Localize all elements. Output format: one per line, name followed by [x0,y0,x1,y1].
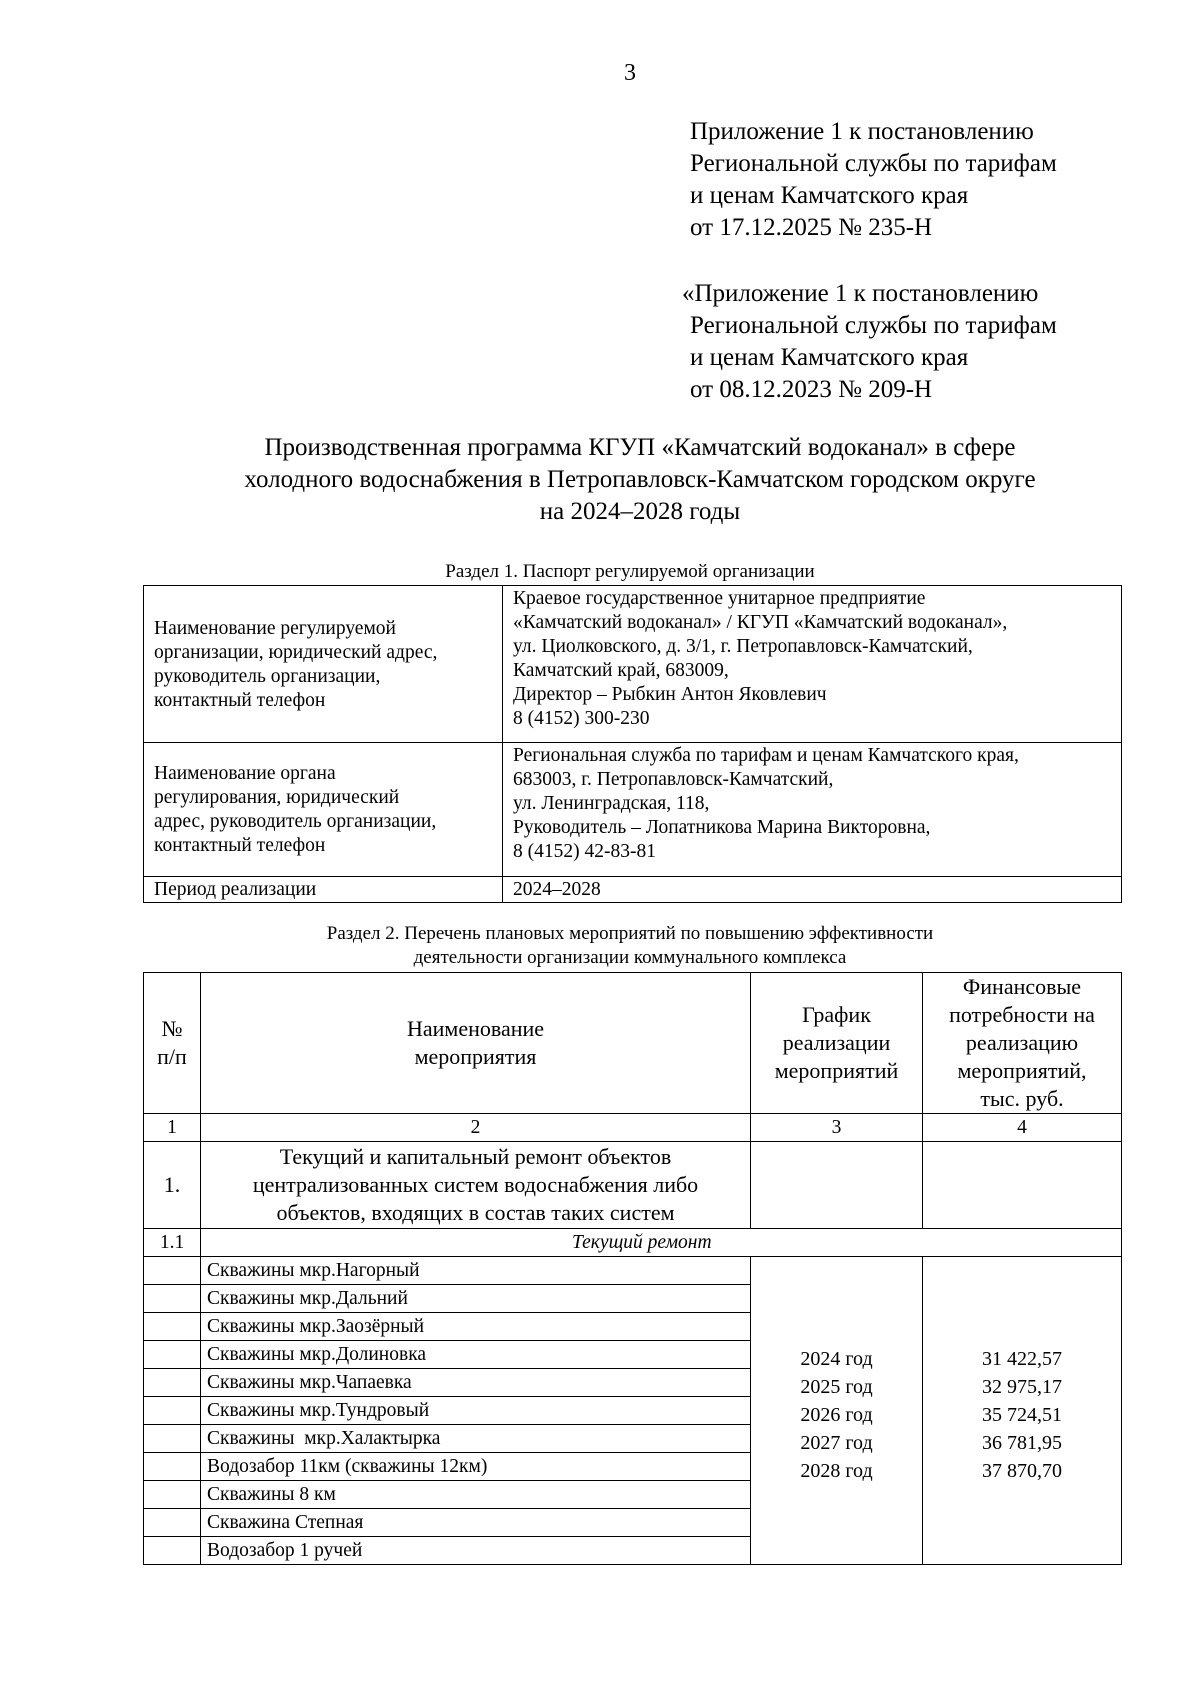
group-number: 1. [144,1142,201,1229]
passport-label [144,743,503,877]
passport-value-line: «Камчатский водоканал» / КГУП «Камчатский водоканал», [513,612,1008,633]
passport-value-line: 2024–2028 [513,879,601,900]
appendix-previous-line: «Приложение 1 к постановлению [682,280,1039,307]
header-line: № [161,1016,183,1041]
schedule-year: 2027 год [800,1431,873,1454]
document-title-line: на 2024–2028 годы [539,498,741,525]
group-name [201,1142,751,1229]
passport-value-line: 8 (4152) 42-83-81 [513,841,656,862]
passport-value-line: Директор – Рыбкин Антон Яковлевич [513,684,827,705]
passport-value-line: Руководитель – Лопатникова Марина Викторовна, [513,817,931,838]
header-line: График [802,1002,871,1027]
passport-value [503,586,1122,743]
passport-label [144,586,503,743]
item-number [144,1369,201,1397]
column-number: 3 [751,1114,923,1142]
item-name: Скважины мкр.Халактырка [201,1425,751,1453]
item-number [144,1509,201,1537]
item-number [144,1313,201,1341]
subgroup-number: 1.1 [144,1229,201,1257]
passport-value-line: ул. Циолковского, д. 3/1, г. Петропавловск-Камчатский, [513,636,973,657]
item-number [144,1425,201,1453]
header-line: мероприятий, [957,1058,1087,1083]
appendix-previous-reference [682,278,1162,406]
appendix-current-line: Региональной службы по тарифам [690,150,1057,177]
section2-caption [140,922,1120,970]
passport-value-line: 8 (4152) 300-230 [513,708,650,729]
appendix-previous-line: Региональной службы по тарифам [690,312,1057,339]
item-name: Скважина Степная [201,1509,751,1537]
header-line: Финансовые [962,974,1082,999]
passport-table [143,585,1122,903]
group-name-line: Текущий и капитальный ремонт объектов [279,1144,672,1169]
appendix-previous-line: от 08.12.2023 № 209-Н [690,376,933,403]
schedule-year: 2024 год [800,1347,873,1370]
item-number [144,1257,201,1285]
passport-label [144,877,503,903]
passport-value-line: 683003, г. Петропавловск-Камчатский, [513,769,834,790]
measures-header-row [144,973,1122,1114]
item-name: Скважины мкр.Заозёрный [201,1313,751,1341]
item-number [144,1537,201,1565]
section1-caption-text: Раздел 1. Паспорт регулируемой организации [445,561,815,582]
item-number [144,1285,201,1313]
page-number: 3 [624,60,636,86]
column-number: 1 [144,1114,201,1142]
group-name-line: объектов, входящих в состав таких систем [276,1200,675,1225]
item-number [144,1453,201,1481]
item-name: Скважины мкр.Чапаевка [201,1369,751,1397]
appendix-current-line: и ценам Камчатского края [690,182,969,209]
schedule-year: 2028 год [800,1459,873,1482]
subgroup-row [144,1229,1122,1257]
section1-caption [140,560,1120,584]
passport-label-line: Период реализации [154,879,317,900]
schedule-year: 2026 год [800,1403,873,1426]
passport-label-line: Наименование органа [154,763,336,784]
header-financing [923,973,1122,1114]
passport-value-line: ул. Ленинградская, 118, [513,793,710,814]
passport-row-regulator [144,743,1122,877]
item-name: Водозабор 11км (скважины 12км) [201,1453,751,1481]
financing-cell [923,1257,1122,1565]
header-number [144,973,201,1114]
group-financing [923,1142,1122,1229]
passport-row-period [144,877,1122,903]
passport-value-line: Региональная служба по тарифам и ценам Камчатского края, [513,745,1019,766]
passport-value [503,877,1122,903]
group-row [144,1142,1122,1229]
item-name: Водозабор 1 ручей [201,1537,751,1565]
financing-value: 32 975,17 [982,1375,1062,1398]
header-measure-name [201,973,751,1114]
section2-caption-line: Раздел 2. Перечень плановых мероприятий по повышению эффективности [326,923,934,944]
appendix-current-line: Приложение 1 к постановлению [690,118,1034,145]
item-number [144,1481,201,1509]
header-line: п/п [157,1044,187,1069]
item-name: Скважины мкр.Долиновка [201,1341,751,1369]
section2-caption-line: деятельности организации коммунального комплекса [413,947,847,968]
document-title-line: Производственная программа КГУП «Камчатский водоканал» в сфере [264,434,1016,461]
passport-label-line: Наименование регулируемой [154,617,396,639]
item-number [144,1397,201,1425]
passport-label-line: контактный телефон [154,689,326,711]
passport-value-line: Краевое государственное унитарное предприятие [513,588,926,609]
passport-label-line: контактный телефон [154,835,326,856]
financing-value: 31 422,57 [982,1347,1062,1370]
header-line: реализации [782,1030,891,1055]
measures-table [143,972,1122,1565]
passport-label-line: адрес, руководитель организации, [154,811,437,832]
passport-label-line: руководитель организации, [154,665,381,687]
financing-value: 37 870,70 [982,1459,1062,1482]
header-line: тыс. руб. [980,1086,1064,1111]
item-name: Скважины мкр.Нагорный [201,1257,751,1285]
header-line: Наименование [406,1016,545,1041]
passport-row-organization [144,586,1122,743]
appendix-current-line: от 17.12.2025 № 235-Н [690,214,933,241]
header-schedule [751,973,923,1114]
appendix-previous-line: и ценам Камчатского края [690,344,969,371]
document-title-line: холодного водоснабжения в Петропавловск-Камчатском городском округе [244,466,1036,493]
appendix-current-reference [690,116,1170,244]
passport-value-line: Камчатский край, 683009, [513,660,729,681]
schedule-cell [751,1257,923,1565]
financing-value: 36 781,95 [982,1431,1062,1454]
header-line: мероприятия [414,1044,537,1069]
subgroup-name: Текущий ремонт [201,1229,1122,1257]
financing-value: 35 724,51 [982,1403,1062,1426]
item-number [144,1341,201,1369]
item-name: Скважины 8 км [201,1481,751,1509]
schedule-year: 2025 год [800,1375,873,1398]
table-row [144,1257,1122,1285]
column-number-row [144,1114,1122,1142]
group-name-line: централизованных систем водоснабжения либо [252,1172,699,1197]
document-title [140,432,1140,528]
passport-value [503,743,1122,877]
item-name: Скважины мкр.Дальний [201,1285,751,1313]
header-line: мероприятий [774,1058,899,1083]
group-schedule [751,1142,923,1229]
passport-label-line: организации, юридический адрес, [154,641,438,663]
column-number: 4 [923,1114,1122,1142]
item-name: Скважины мкр.Тундровый [201,1397,751,1425]
column-number: 2 [201,1114,751,1142]
header-line: реализацию [965,1030,1079,1055]
header-line: потребности на [949,1002,1095,1027]
passport-label-line: регулирования, юридический [154,787,400,808]
